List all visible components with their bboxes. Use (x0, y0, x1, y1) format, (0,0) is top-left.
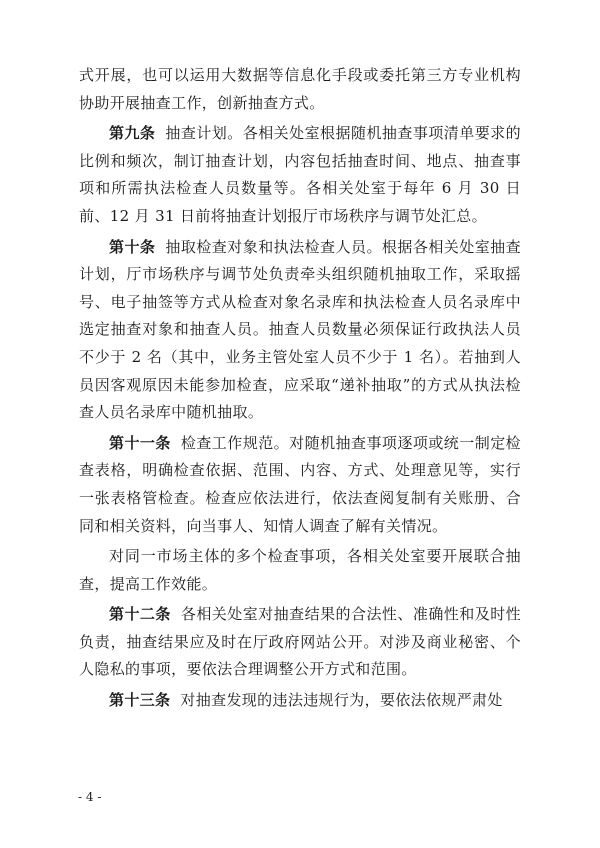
paragraph-text: 抽取检查对象和执法检查人员。根据各相关处室抽查计划，厅市场秩序与调节处负责牵头组织随机抽取工作，采取摇号、电子抽签等方式从检查对象名录库和执法检查人员名录库中选定抽查对象和抽查人员。抽查人员数量必须保证行政执法人员不少于 2 名（其中，业务主管处室人员不少于 1 名）。若抽到人员因客观原因未能参加检查，应采取“递补抽取”的方式从执法检查人员名录库中随机抽取。 (79, 237, 521, 422)
page-number: - 4 - (78, 790, 102, 804)
paragraph-text: 式开展，也可以运用大数据等信息化手段或委托第三方专业机构协助开展抽查工作，创新抽查方式。 (79, 66, 521, 112)
paragraph-continuation (79, 62, 521, 117)
article-number: 第九条 (109, 124, 156, 143)
article-number: 第十条 (109, 237, 156, 256)
paragraph-text: 检查工作规范。对随机抽查事项逐项或统一制定检查表格，明确检查依据、范围、内容、方式、处理意见等，实行一张表格管检查。检查应依法进行，依法查阅复制有关账册、合同和相关资料，向当事人、知情人调查了解有关情况。 (79, 433, 522, 535)
article-13 (79, 687, 521, 715)
article-11 (79, 430, 521, 540)
paragraph-text: 各相关处室对抽查结果的合法性、准确性和及时性负责，抽查结果应及时在厅政府网站公开。对涉及商业秘密、个人隐私的事项，要依法合理调整公开方式和范围。 (79, 605, 522, 679)
article-number: 第十二条 (109, 605, 171, 624)
paragraph-text: 抽查计划。各相关处室根据随机抽查事项清单要求的比例和频次，制订抽查计划，内容包括抽查时间、地点、抽查事项和所需执法检查人员数量等。各相关处室于每年 6 月 30 日前、12 月 31 日前将抽查计划报厅市场秩序与调节处汇总。 (79, 124, 521, 225)
article-10 (79, 234, 521, 427)
article-9 (79, 120, 521, 230)
paragraph-text: 对同一市场主体的多个检查事项，各相关处室要开展联合抽查，提高工作效能。 (79, 547, 521, 593)
paragraph-joint-inspection (79, 543, 521, 598)
article-number: 第十一条 (109, 433, 171, 452)
article-12 (79, 601, 521, 684)
document-body (79, 62, 521, 718)
article-number: 第十三条 (109, 691, 171, 710)
paragraph-text: 对抽查发现的违法违规行为，要依法依规严肃处 (180, 691, 503, 710)
